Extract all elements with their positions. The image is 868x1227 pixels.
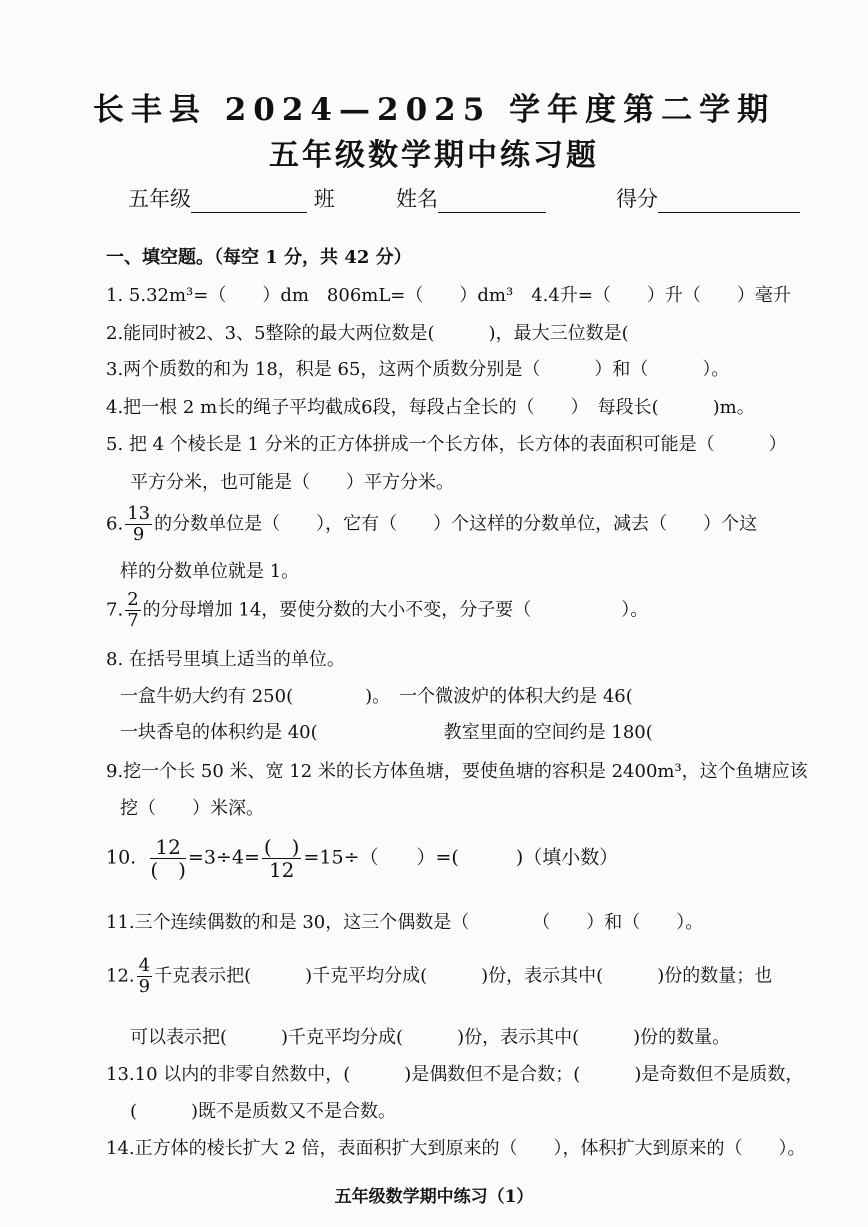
question-7-number: 7.	[106, 599, 124, 621]
question-2: 2.能同时被2、3、5整除的最大两位数是( )，最大三位数是(	[106, 323, 629, 344]
fraction-13-9	[125, 505, 152, 544]
fraction-numerator: ( )	[263, 835, 300, 859]
name-label: 姓名	[396, 187, 438, 211]
fraction-denominator: 7	[127, 610, 139, 631]
question-13b: ( )既不是质数又不是合数。	[130, 1101, 397, 1122]
score-field	[616, 183, 800, 213]
question-14: 14.正方体的棱长扩大 2 倍，表面积扩大到原来的（ ），体积扩大到原来的（ ）。	[106, 1138, 806, 1159]
grade-blank[interactable]	[191, 190, 307, 213]
question-6b: 样的分数单位就是 1。	[120, 561, 300, 582]
question-4: 4.把一根 2 m长的绳子平均截成6段，每段占全长的（ ） 每段长( )m。	[106, 397, 755, 418]
question-6-number: 6.	[106, 513, 124, 535]
page-footer: 五年级数学期中练习（1）	[334, 1187, 534, 1207]
question-9b: 挖（ ）米深。	[120, 798, 264, 819]
question-12-number: 12.	[106, 965, 135, 987]
question-11: 11.三个连续偶数的和是 30，这三个偶数是（ （ ）和（ ）。	[106, 912, 704, 933]
name-field	[396, 183, 546, 213]
fraction-denominator: 12	[268, 858, 295, 882]
name-blank[interactable]	[438, 190, 546, 213]
question-10-number: 10.	[106, 846, 137, 869]
score-blank[interactable]	[658, 190, 800, 213]
question-7	[106, 591, 648, 630]
question-7-text: 的分母增加 14，要使分数的大小不变，分子要（ ）。	[142, 599, 649, 621]
section-heading: 一、填空题。（每空 1 分，共 42 分）	[106, 247, 412, 268]
question-6a	[106, 505, 757, 544]
question-10	[106, 837, 618, 880]
class-label: 班	[313, 187, 335, 211]
fraction-12-blank	[150, 837, 186, 880]
fraction-numerator: 13	[127, 503, 151, 524]
fraction-numerator: 12	[150, 837, 186, 859]
fraction-denominator: 9	[132, 524, 145, 545]
fraction-numerator: 4	[138, 955, 151, 976]
question-6a-text: 的分数单位是（ ），它有（ ）个这样的分数单位，减去（ ）个这	[154, 513, 758, 535]
exam-title-line1: 长丰县 2024—2025 学年度第二学期	[92, 92, 776, 128]
question-3: 3.两个质数的和为 18，积是 65，这两个质数分别是（ ）和（ ）。	[106, 359, 730, 380]
question-12b: 可以表示把( )千克平均分成( )份，表示其中( )份的数量。	[130, 1027, 731, 1048]
question-8: 8. 在括号里填上适当的单位。	[106, 649, 345, 670]
grade-field	[128, 183, 335, 213]
fraction-blank-12	[262, 837, 302, 880]
question-8a: 一盒牛奶大约有 250( )。 一个微波炉的体积大约是 46(	[120, 686, 633, 707]
exam-title-line2: 五年级数学期中练习题	[269, 138, 599, 173]
fraction-2-7	[125, 591, 140, 630]
question-9a: 9.挖一个长 50 米、宽 12 米的长方体鱼塘，要使鱼塘的容积是 2400m³，这个鱼塘应该	[106, 761, 808, 782]
fraction-numerator: 2	[127, 589, 139, 610]
fraction-4-9	[137, 957, 152, 996]
question-10-rest: =15÷（ ）=( )（填小数）	[303, 846, 619, 869]
question-12a-text: 千克表示把( )千克平均分成( )份，表示其中( )份的数量；也	[154, 965, 773, 987]
question-5a: 5. 把 4 个棱长是 1 分米的正方体拼成一个长方体，长方体的表面积可能是（ ）	[106, 434, 787, 455]
grade-label: 五年级	[128, 187, 191, 211]
question-10-mid: =3÷4=	[187, 846, 260, 869]
question-1: 1. 5.32m³=（ ）dm 806mL=（ ）dm³ 4.4升=（ ）升（ ）毫升	[106, 285, 791, 306]
question-5b: 平方分米，也可能是（ ）平方分米。	[130, 472, 454, 493]
question-13a: 13.10 以内的非零自然数中，( )是偶数但不是合数；( )是奇数但不是质数，	[106, 1064, 804, 1085]
score-label: 得分	[616, 187, 658, 211]
fraction-denominator: 9	[138, 976, 151, 997]
question-12a	[106, 957, 772, 996]
question-8b: 一块香皂的体积约是 40( 教室里面的空间约是 180(	[120, 722, 653, 743]
fraction-denominator: ( )	[150, 858, 186, 882]
